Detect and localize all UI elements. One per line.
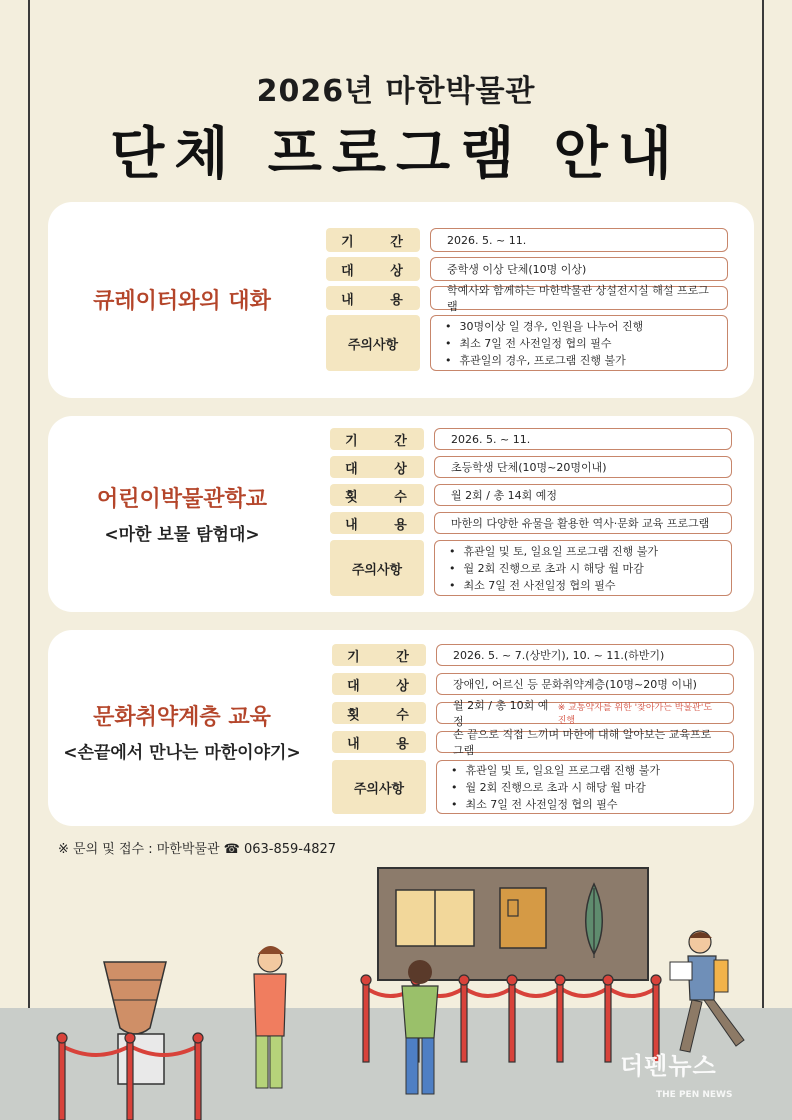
pottery-exhibit — [104, 962, 166, 1084]
info-value: 2026. 5. ~ 11. — [434, 428, 732, 450]
info-row-count — [330, 484, 732, 506]
note-item: • 30명이상 일 경우, 인원을 나누어 진행 — [445, 318, 643, 335]
watermark-logo: 더펜뉴스 — [620, 1052, 717, 1080]
notes-list — [434, 540, 732, 596]
info-label: 대 상 — [330, 456, 424, 478]
info-value: 중학생 이상 단체(10명 이상) — [430, 257, 728, 281]
visitor-girl-pink — [254, 946, 286, 1088]
program-title: 문화취약계층 교육 — [93, 705, 271, 730]
program-card-kids-school — [48, 416, 754, 612]
program-title: 큐레이터와의 대화 — [93, 289, 271, 314]
count-note: ※ 교통약자를 위한 '찾아가는 박물관'도 진행 — [557, 703, 713, 726]
info-label: 대 상 — [326, 257, 420, 281]
info-row-target — [332, 673, 734, 695]
info-value — [436, 699, 734, 728]
info-label: 기 간 — [326, 228, 420, 252]
info-row-notes — [330, 540, 732, 596]
info-row-target — [330, 456, 732, 478]
contact-info: ※ 문의 및 접수 : 마한박물관 ☎ 063-859-4827 — [58, 842, 337, 857]
info-row-target — [326, 257, 728, 281]
box-artifact — [500, 888, 546, 948]
info-row-content — [330, 512, 732, 534]
program-card-vulnerable — [48, 630, 754, 826]
notes-list — [436, 760, 734, 814]
info-value: 손 끝으로 직접 느끼며 마한에 대해 알아보는 교육프로그램 — [436, 731, 734, 753]
visitor-boy-reading — [670, 931, 744, 1052]
note-item: • 휴관일 및 토, 일요일 프로그램 진행 불가 — [449, 543, 658, 560]
info-row-period — [330, 428, 732, 450]
info-label: 주의사항 — [332, 760, 426, 814]
info-value: 장애인, 어르신 등 문화취약계층(10명~20명 이내) — [436, 673, 734, 695]
info-row-period — [332, 644, 734, 666]
page-title: 단체 프로그램 안내 — [110, 122, 682, 187]
info-row-period — [326, 228, 728, 252]
info-label: 주의사항 — [326, 315, 420, 371]
rope-barrier-front — [57, 1033, 203, 1120]
program-title: 어린이박물관학교 — [96, 487, 268, 512]
note-item: • 휴관일의 경우, 프로그램 진행 불가 — [445, 352, 626, 369]
info-row-count — [332, 699, 734, 728]
info-row-notes — [332, 760, 734, 814]
note-item: • 월 2회 진행으로 초과 시 해당 월 마감 — [451, 779, 646, 796]
program-card-curator — [48, 202, 754, 398]
info-row-content — [332, 728, 734, 757]
program-subtitle: <손끝에서 만나는 마한이야기> — [63, 743, 301, 763]
info-value: 2026. 5. ~ 7.(상반기), 10. ~ 11.(하반기) — [436, 644, 734, 666]
info-row-notes — [326, 315, 728, 371]
info-label: 기 간 — [330, 428, 424, 450]
info-value: 마한의 다양한 유물을 활용한 역사·문화 교육 프로그램 — [434, 512, 732, 534]
note-item: • 월 2회 진행으로 초과 시 해당 월 마감 — [449, 560, 644, 577]
note-item: • 최소 7일 전 사전일정 협의 필수 — [451, 796, 618, 813]
program-subtitle: <마한 보물 탐험대> — [104, 525, 260, 545]
count-text: 월 2회 / 총 10회 예정 — [453, 699, 549, 728]
watermark-logo-en: THE PEN NEWS — [656, 1090, 733, 1100]
note-item: • 최소 7일 전 사전일정 협의 필수 — [445, 335, 612, 352]
info-label: 기 간 — [332, 644, 426, 666]
note-item: • 휴관일 및 토, 일요일 프로그램 진행 불가 — [451, 762, 660, 779]
info-value: 학예사와 함께하는 마한박물관 상설전시실 해설 프로그램 — [430, 286, 728, 310]
info-value: 월 2회 / 총 14회 예정 — [434, 484, 732, 506]
notes-list — [430, 315, 728, 371]
info-label: 대 상 — [332, 673, 426, 695]
info-label: 내 용 — [330, 512, 424, 534]
info-label: 주의사항 — [330, 540, 424, 596]
info-value: 2026. 5. ~ 11. — [430, 228, 728, 252]
info-label: 내 용 — [332, 731, 426, 753]
header-subtitle: 2026년 마한박물관 — [256, 74, 536, 109]
info-value: 초등학생 단체(10명~20명이내) — [434, 456, 732, 478]
info-label: 횟 수 — [332, 702, 426, 724]
info-row-content — [326, 284, 728, 313]
info-label: 횟 수 — [330, 484, 424, 506]
info-label: 내 용 — [326, 286, 420, 310]
note-item: • 최소 7일 전 사전일정 협의 필수 — [449, 577, 616, 594]
